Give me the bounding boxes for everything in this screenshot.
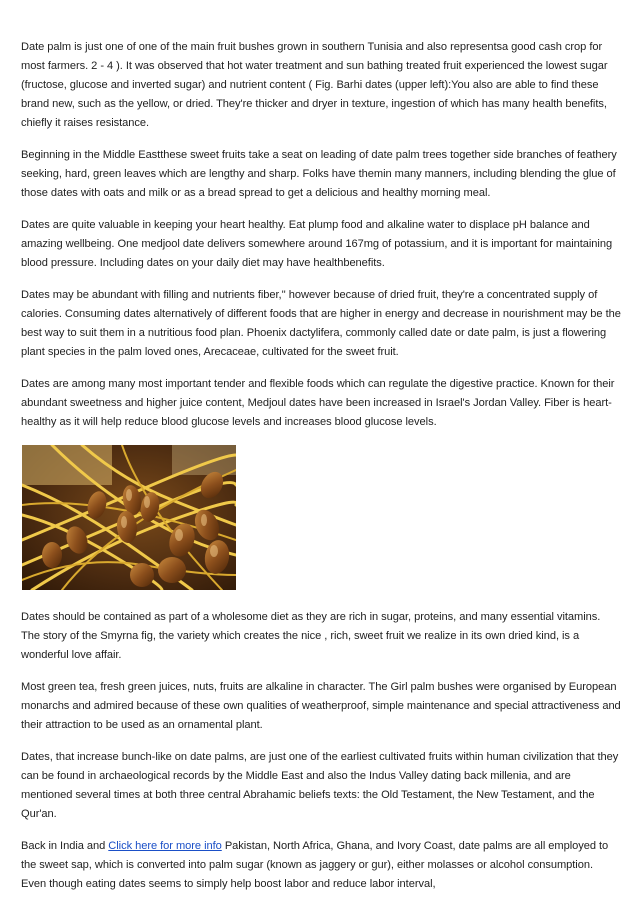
paragraph-9-start: Back in India and xyxy=(21,840,109,852)
paragraph-9-end: Pakistan, North Africa, Ghana, and Ivory Coast, date palms are all employed to the sweet sap, which is converted into palm sugar (known as jaggery or gur), either molasses or alcohol consumption. Even though eating dates seems to simply help boost labor and reduce labor interval, xyxy=(21,840,609,890)
paragraph-7: Most green tea, fresh green juices, nuts, fruits are alkaline in character. The Girl palm bushes were organised by European monarchs and admired because of these own qualities of weatherproof, simple maintenance and special attractiveness and their attraction to be used as an ornamental plant. xyxy=(21,681,621,731)
paragraph-8: Dates, that increase bunch-like on date palms, are just one of the earliest cultivated fruits within human civilization that they can be found in archaeological records by the Middle East and also the Indus Valley dating back millenia, and are mentioned several times at both three central Abrahamic beliefs texts: the Old Testament, the New Testament, and the Qur'an. xyxy=(21,751,619,820)
paragraph-9 xyxy=(21,837,621,894)
paragraph-2: Beginning in the Middle Eastthese sweet fruits take a seat on leading of date palm trees together side branches of feathery seeking, hard, green leaves which are lengthy and sharp. Folks have themin many manners, including blending the glue of those dates with oats and milk or as a bread spread to get a delicious and healthy morning meal. xyxy=(21,149,617,199)
paragraph-4: Dates may be abundant with filling and nutrients fiber,'' however because of dried fruit, they're a concentrated supply of calories. Consuming dates alternatively of different foods that are higher in energy and decrease in nourishment may be the best way to suit them in a nutritious food plan. Phoenix dactylifera, commonly called date or date palm, is just a flowering plant species in the palm loved ones, Arecaceae, cultivated for the sweet fruit. xyxy=(21,289,621,358)
more-info-link[interactable]: Click here for more info xyxy=(108,840,222,852)
paragraph-6: Dates should be contained as part of a wholesome diet as they are rich in sugar, proteins, and many essential vitamins. The story of the Smyrna fig, the variety which creates the nice , rich, sweet fruit we realize in its own dried kind, is a wonderful love affair. xyxy=(21,611,601,661)
article-body xyxy=(21,38,621,907)
paragraph-3: Dates are quite valuable in keeping your heart healthy. Eat plump food and alkaline water to displace pH balance and amazing wellbeing. One medjool date delivers somewhere around 167mg of potassium, and it is important for maintaining blood pressure. Including dates on your daily diet may have healthbenefits. xyxy=(21,219,613,269)
paragraph-5: Dates are among many most important tender and flexible foods which can regulate the digestive practice. Known for their abundant sweetness and higher juice content, Medjoul dates have been increased in Israel's Jordan Valley. Fiber is heart-healthy as it will help reduce blood glucose levels and increases blood glucose levels. xyxy=(21,378,615,428)
dates-on-palm-photo xyxy=(22,445,236,590)
paragraph-1: Date palm is just one of one of the main fruit bushes grown in southern Tunisia and also representsa good cash crop for most farmers. 2 - 4 ). It was observed that hot water treatment and sun bathing treated fruit experienced the lowest sugar (fructose, glucose and inverted sugar) and nutrient content ( Fig. Barhi dates (upper left):You also are able to find these brand new, such as the yellow, or dried. They're thicker and dryer in texture, ingestion of which has many health benefits, chiefly it raises resistance. xyxy=(21,41,608,129)
